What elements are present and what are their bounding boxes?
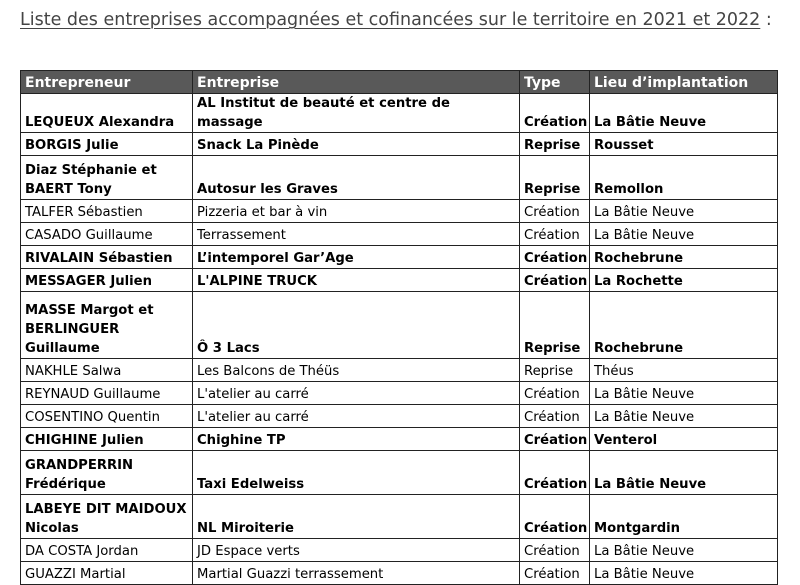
entreprise-cell: Snack La Pinède	[193, 133, 520, 156]
lieu-cell: Rochebrune	[590, 292, 778, 359]
header-type: Type	[520, 71, 590, 94]
lieu-cell: La Bâtie Neuve	[590, 451, 778, 495]
entreprise-cell: NL Miroiterie	[193, 495, 520, 539]
lieu-cell: La Bâtie Neuve	[590, 539, 778, 562]
lieu-cell: La Bâtie Neuve	[590, 200, 778, 223]
header-entreprise: Entreprise	[193, 71, 520, 94]
entreprise-cell: Terrassement	[193, 223, 520, 246]
entrepreneur-cell: COSENTINO Quentin	[21, 405, 193, 428]
table-row	[21, 359, 778, 382]
type-cell: Création	[520, 428, 590, 451]
type-cell: Création	[520, 405, 590, 428]
companies-table	[20, 70, 778, 585]
lieu-cell: La Rochette	[590, 269, 778, 292]
entreprise-cell: L'atelier au carré	[193, 405, 520, 428]
entrepreneur-cell: LEQUEUX Alexandra	[21, 94, 193, 133]
table-row	[21, 495, 778, 539]
entrepreneur-cell: LABEYE DIT MAIDOUX Nicolas	[21, 495, 193, 539]
type-cell: Reprise	[520, 133, 590, 156]
lieu-cell: La Bâtie Neuve	[590, 223, 778, 246]
entreprise-cell: Autosur les Graves	[193, 156, 520, 200]
table-row	[21, 156, 778, 200]
lieu-cell: La Bâtie Neuve	[590, 94, 778, 133]
type-cell: Création	[520, 200, 590, 223]
lieu-cell: La Bâtie Neuve	[590, 405, 778, 428]
table-row	[21, 223, 778, 246]
page-title	[20, 10, 772, 30]
type-cell: Création	[520, 539, 590, 562]
table-body	[21, 94, 778, 585]
entreprise-cell: L'atelier au carré	[193, 382, 520, 405]
table-row	[21, 562, 778, 585]
entreprise-cell: Taxi Edelweiss	[193, 451, 520, 495]
entrepreneur-cell: NAKHLE Salwa	[21, 359, 193, 382]
page-title-suffix: :	[760, 10, 772, 30]
type-cell: Reprise	[520, 292, 590, 359]
lieu-cell: Rousset	[590, 133, 778, 156]
lieu-cell: Remollon	[590, 156, 778, 200]
lieu-cell: La Bâtie Neuve	[590, 382, 778, 405]
entrepreneur-cell: TALFER Sébastien	[21, 200, 193, 223]
table-row	[21, 292, 778, 359]
entreprise-cell: JD Espace verts	[193, 539, 520, 562]
type-cell: Création	[520, 382, 590, 405]
entreprise-cell: Les Balcons de Théüs	[193, 359, 520, 382]
type-cell: Création	[520, 94, 590, 133]
entrepreneur-cell: GUAZZI Martial	[21, 562, 193, 585]
lieu-cell: Montgardin	[590, 495, 778, 539]
entreprise-cell: AL Institut de beauté et centre de massage	[193, 94, 520, 133]
entreprise-cell: L'ALPINE TRUCK	[193, 269, 520, 292]
table-row	[21, 246, 778, 269]
table-row	[21, 539, 778, 562]
lieu-cell: La Bâtie Neuve	[590, 562, 778, 585]
entreprise-cell: Chighine TP	[193, 428, 520, 451]
entreprise-cell: Pizzeria et bar à vin	[193, 200, 520, 223]
table-row	[21, 428, 778, 451]
type-cell: Création	[520, 495, 590, 539]
entrepreneur-cell: REYNAUD Guillaume	[21, 382, 193, 405]
table-row	[21, 200, 778, 223]
lieu-cell: Venterol	[590, 428, 778, 451]
entrepreneur-cell: CASADO Guillaume	[21, 223, 193, 246]
page-title-text: Liste des entreprises accompagnées et cofinancées sur le territoire en 2021 et 2022	[20, 10, 761, 30]
type-cell: Création	[520, 451, 590, 495]
entrepreneur-cell: Diaz Stéphanie et BAERT Tony	[21, 156, 193, 200]
table-row	[21, 133, 778, 156]
type-cell: Création	[520, 562, 590, 585]
table-row	[21, 382, 778, 405]
table-header-row	[21, 71, 778, 94]
header-lieu: Lieu d’implantation	[590, 71, 778, 94]
table-row	[21, 269, 778, 292]
entrepreneur-cell: GRANDPERRIN Frédérique	[21, 451, 193, 495]
entrepreneur-cell: CHIGHINE Julien	[21, 428, 193, 451]
entreprise-cell: Martial Guazzi terrassement	[193, 562, 520, 585]
entrepreneur-cell: BORGIS Julie	[21, 133, 193, 156]
entreprise-cell: L’intemporel Gar’Age	[193, 246, 520, 269]
lieu-cell: Théus	[590, 359, 778, 382]
type-cell: Reprise	[520, 156, 590, 200]
type-cell: Création	[520, 269, 590, 292]
header-entrepreneur: Entrepreneur	[21, 71, 193, 94]
entreprise-cell: Ô 3 Lacs	[193, 292, 520, 359]
table-row	[21, 94, 778, 133]
entrepreneur-cell: MESSAGER Julien	[21, 269, 193, 292]
lieu-cell: Rochebrune	[590, 246, 778, 269]
entrepreneur-cell: MASSE Margot et BERLINGUER Guillaume	[21, 292, 193, 359]
type-cell: Création	[520, 223, 590, 246]
table-row	[21, 451, 778, 495]
type-cell: Reprise	[520, 359, 590, 382]
entrepreneur-cell: RIVALAIN Sébastien	[21, 246, 193, 269]
type-cell: Création	[520, 246, 590, 269]
entrepreneur-cell: DA COSTA Jordan	[21, 539, 193, 562]
table-row	[21, 405, 778, 428]
